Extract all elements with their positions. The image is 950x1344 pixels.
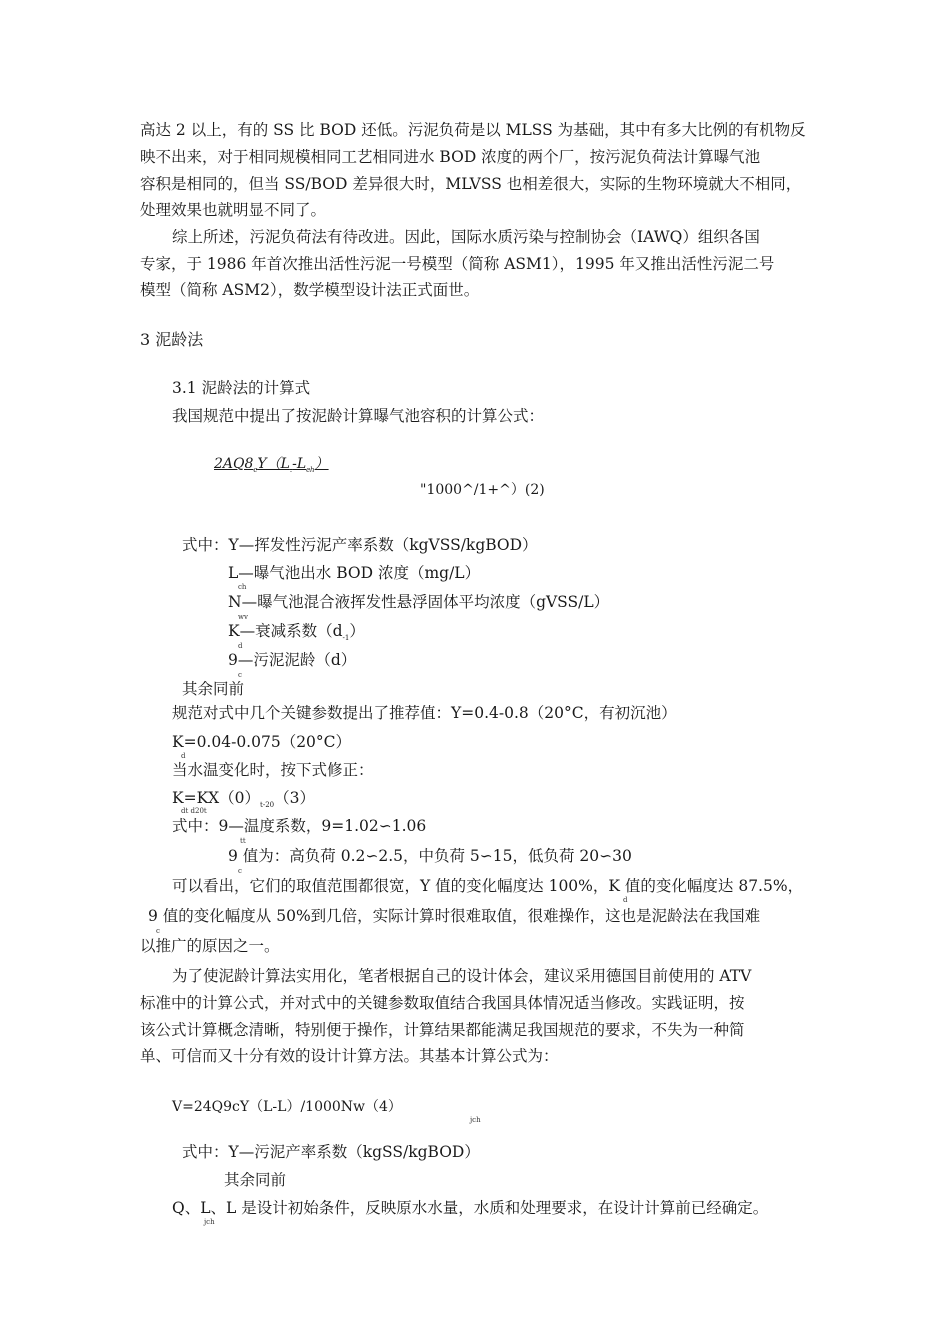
param-line: 式中：9—温度系数，9=1.02∽1.06 [172,817,427,835]
variable-line: 其余同前 [224,1171,287,1189]
param-line: 当水温变化时，按下式修正： [172,761,374,779]
paragraph-line: 单、可信而又十分有效的设计计算方法。其基本计算公式为： [140,1047,559,1065]
param-line: 规范对式中几个关键参数提出了推荐值：Y=0.4-0.8（20°C，有初沉池） [172,704,677,722]
variable-line: 式中：Y—污泥产率系数（kgSS/kgBOD） [182,1143,480,1161]
variable-line: K—衰减系数$(d_{-1})$ [228,622,365,643]
formula-intro: 我国规范中提出了按泥龄计算曝气池容积的计算公式： [172,407,545,425]
subscript: tt [240,837,246,845]
paragraph-line: 以推广的原因之一。 [140,937,280,955]
paragraph-line: 可以看出，它们的取值范围都很宽，Y 值的变化幅度达 100%，K 值的变化幅度达 87.5%， [172,877,804,895]
subscript: wv [238,613,248,621]
subscript: jch [470,1116,481,1124]
subscript: d [181,752,186,760]
paragraph-line: 为了使泥龄计算法实用化，笔者根据自己的设计体会，建议采用德国目前使用的 ATV [172,967,752,985]
subscript: c [156,927,160,935]
variable-line: Q、L、L 是设计初始条件，反映原水水量，水质和处理要求，在设计计算前已经确定。 [172,1199,769,1217]
variable-line: N—曝气池混合液挥发性悬浮固体平均浓度（gVSS/L） [228,593,610,611]
section-heading: 3 泥龄法 [140,330,204,349]
variable-line: 9—污泥泥龄（d） [228,651,357,669]
formula-denominator: "1000^/1+^）(2) [420,482,545,498]
formula-4: V=24Q9cY（L-L）/1000Nw（4） [172,1099,402,1115]
variable-line: 其余同前 [182,680,245,698]
param-line: K=0.04-0.075（20°C） [172,733,352,751]
variable-line: 式中：Y—挥发性污泥产率系数（kgVSS/kgBOD） [182,536,538,554]
variable-line: L—曝气池出水 BOD 浓度（mg/L） [228,564,481,582]
subscript: ch [238,583,247,591]
paragraph-line: 专家，于 1986 年首次推出活性污泥一号模型（简称 ASM1），1995 年又推出活性污泥二号 [140,255,775,273]
paragraph-line: 该公式计算概念清晰，特别便于操作，计算结果都能满足我国规范的要求，不失为一种简 [140,1021,745,1039]
subscript: jch [204,1218,215,1226]
paragraph-line: 模型（简称 ASM2），数学模型设计法正式面世。 [140,281,480,299]
paragraph-line: 处理效果也就明显不同了。 [140,201,327,219]
subscript: d [623,896,628,904]
paragraph-line: 映不出来，对于相同规模相同工艺相同进水 BOD 浓度的两个厂，按污泥负荷法计算曝气池 [140,148,761,166]
paragraph-line: 高达 2 以上，有的 SS 比 BOD 还低。污泥负荷是以 MLSS 为基础，其中有多大比例的有机物反 [140,121,806,139]
sub-heading: 3.1 泥龄法的计算式 [172,379,311,397]
subscript: c [238,867,242,875]
paragraph-line: 9 值的变化幅度从 50%到几倍，实际计算时很难取值，很难操作，这也是泥龄法在我国难 [148,907,761,925]
formula-numerator: $2AQ8_cY(L_.-L_{ch})$ [214,456,329,474]
subscript: d [238,642,243,650]
param-line: $K=KX(0)_{t-20}(3)$ [172,789,316,810]
subscript: dt d20t [181,807,207,815]
paragraph-line: 综上所述，污泥负荷法有待改进。因此，国际水质污染与控制协会（IAWQ）组织各国 [172,228,760,246]
param-line: 9 值为：高负荷 0.2∽2.5，中负荷 5∽15，低负荷 20∽30 [228,847,632,865]
paragraph-line: 容积是相同的，但当 SS/BOD 差异很大时，MLVSS 也相差很大，实际的生物环境就大不相同， [140,175,802,193]
subscript: c [238,671,242,679]
paragraph-line: 标准中的计算公式，并对式中的关键参数取值结合我国具体情况适当修改。实践证明，按 [140,994,745,1012]
